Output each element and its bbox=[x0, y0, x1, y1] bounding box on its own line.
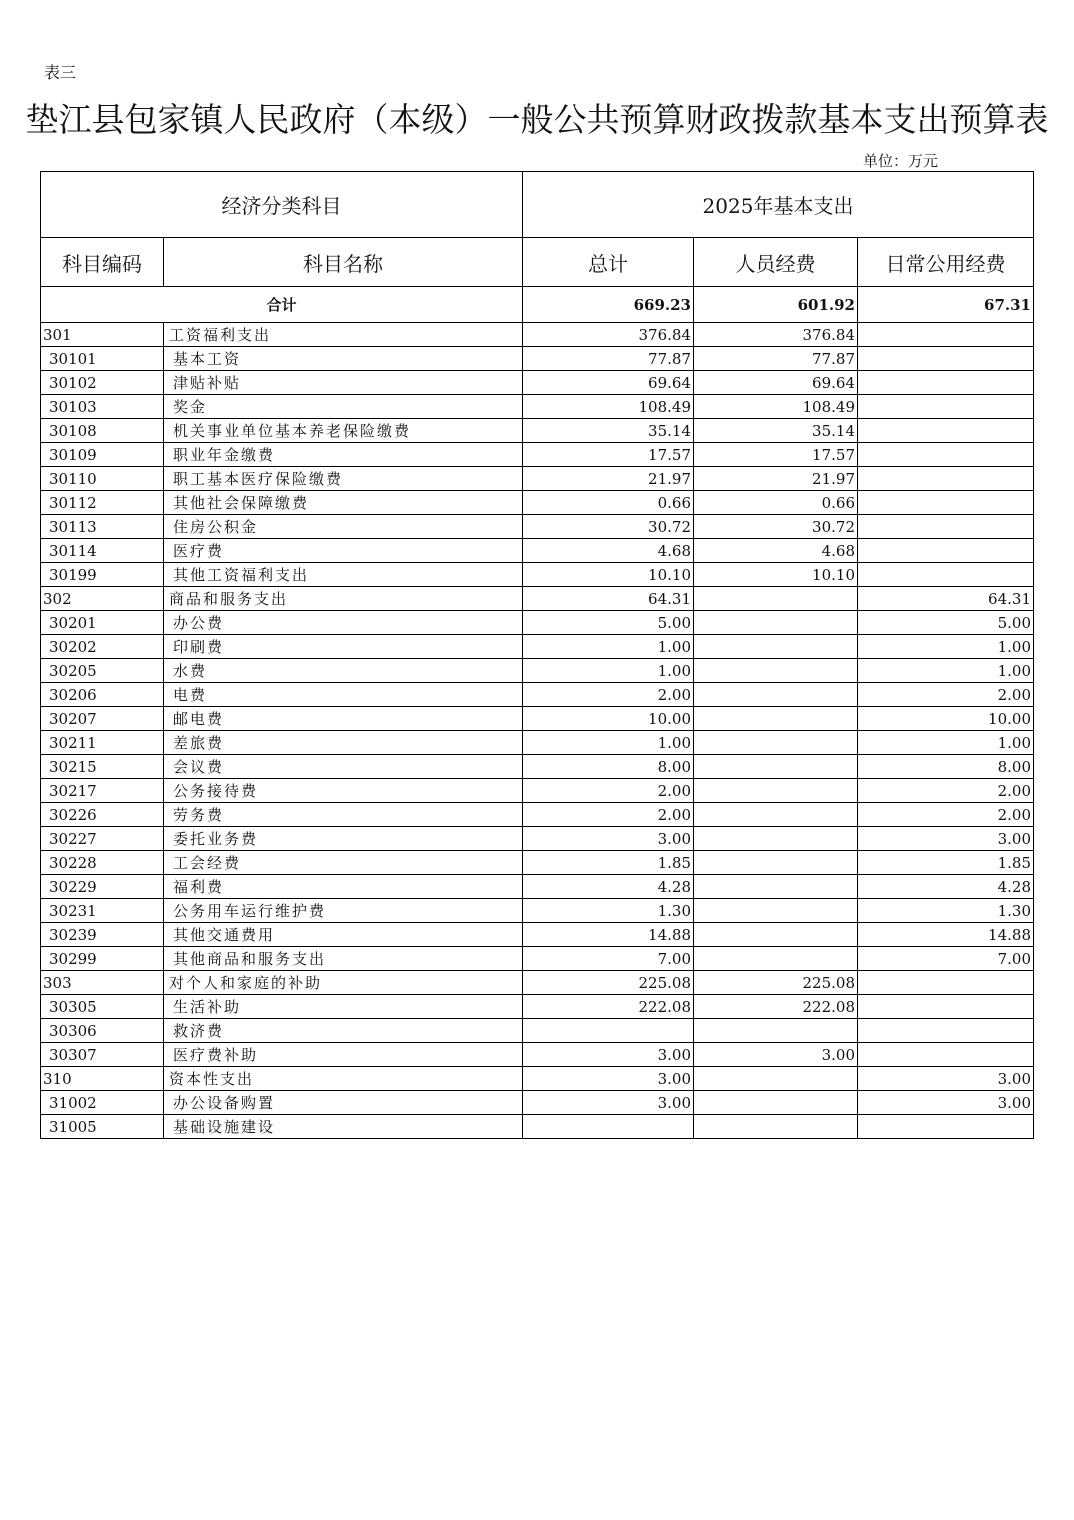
row-total: 77.87 bbox=[523, 347, 694, 371]
row-personnel bbox=[694, 1091, 858, 1115]
row-name: 委托业务费 bbox=[164, 827, 523, 851]
row-total: 2.00 bbox=[523, 803, 694, 827]
row-total: 69.64 bbox=[523, 371, 694, 395]
row-total: 3.00 bbox=[523, 1091, 694, 1115]
row-public bbox=[858, 347, 1034, 371]
row-total bbox=[523, 1019, 694, 1043]
row-total bbox=[523, 1115, 694, 1139]
row-total: 1.30 bbox=[523, 899, 694, 923]
row-code: 30110 bbox=[41, 467, 164, 491]
column-header-total: 总计 bbox=[523, 238, 694, 287]
row-personnel: 30.72 bbox=[694, 515, 858, 539]
table-row bbox=[41, 467, 1034, 491]
row-name: 职工基本医疗保险缴费 bbox=[164, 467, 523, 491]
row-personnel: 0.66 bbox=[694, 491, 858, 515]
table-row bbox=[41, 683, 1034, 707]
row-code: 30211 bbox=[41, 731, 164, 755]
row-public bbox=[858, 515, 1034, 539]
row-name: 职业年金缴费 bbox=[164, 443, 523, 467]
row-name: 邮电费 bbox=[164, 707, 523, 731]
row-code: 30228 bbox=[41, 851, 164, 875]
table-tag: 表三 bbox=[44, 63, 77, 82]
row-total: 2.00 bbox=[523, 683, 694, 707]
row-public: 10.00 bbox=[858, 707, 1034, 731]
column-header-public: 日常公用经费 bbox=[858, 238, 1034, 287]
table-row bbox=[41, 755, 1034, 779]
table-row bbox=[41, 539, 1034, 563]
row-total: 5.00 bbox=[523, 611, 694, 635]
row-personnel bbox=[694, 1019, 858, 1043]
row-total: 2.00 bbox=[523, 779, 694, 803]
row-public bbox=[858, 995, 1034, 1019]
row-code: 30227 bbox=[41, 827, 164, 851]
table-row bbox=[41, 443, 1034, 467]
row-name: 其他商品和服务支出 bbox=[164, 947, 523, 971]
table-row bbox=[41, 491, 1034, 515]
row-personnel: 225.08 bbox=[694, 971, 858, 995]
row-public bbox=[858, 419, 1034, 443]
column-header-name: 科目名称 bbox=[164, 238, 523, 287]
row-total: 4.28 bbox=[523, 875, 694, 899]
row-code: 30102 bbox=[41, 371, 164, 395]
row-name: 工会经费 bbox=[164, 851, 523, 875]
total-total: 669.23 bbox=[523, 287, 694, 323]
row-total: 10.00 bbox=[523, 707, 694, 731]
table-row bbox=[41, 779, 1034, 803]
row-code: 30206 bbox=[41, 683, 164, 707]
row-personnel bbox=[694, 875, 858, 899]
row-name: 水费 bbox=[164, 659, 523, 683]
row-public: 8.00 bbox=[858, 755, 1034, 779]
row-total: 376.84 bbox=[523, 323, 694, 347]
row-public: 2.00 bbox=[858, 803, 1034, 827]
row-code: 303 bbox=[41, 971, 164, 995]
row-personnel bbox=[694, 659, 858, 683]
row-code: 30226 bbox=[41, 803, 164, 827]
row-public: 4.28 bbox=[858, 875, 1034, 899]
row-personnel: 10.10 bbox=[694, 563, 858, 587]
unit-label: 单位：万元 bbox=[863, 152, 939, 170]
page-title: 垫江县包家镇人民政府（本级）一般公共预算财政拨款基本支出预算表 bbox=[25, 100, 1049, 139]
row-code: 30307 bbox=[41, 1043, 164, 1067]
table-row bbox=[41, 995, 1034, 1019]
row-personnel: 35.14 bbox=[694, 419, 858, 443]
row-personnel: 108.49 bbox=[694, 395, 858, 419]
row-name: 生活补助 bbox=[164, 995, 523, 1019]
row-name: 福利费 bbox=[164, 875, 523, 899]
table-row bbox=[41, 923, 1034, 947]
row-total: 30.72 bbox=[523, 515, 694, 539]
table-row bbox=[41, 947, 1034, 971]
row-personnel bbox=[694, 899, 858, 923]
row-total: 108.49 bbox=[523, 395, 694, 419]
row-code: 30215 bbox=[41, 755, 164, 779]
row-name: 对个人和家庭的补助 bbox=[164, 971, 523, 995]
table-row bbox=[41, 563, 1034, 587]
row-public: 64.31 bbox=[858, 587, 1034, 611]
row-personnel bbox=[694, 803, 858, 827]
row-name: 奖金 bbox=[164, 395, 523, 419]
table-row bbox=[41, 611, 1034, 635]
row-name: 商品和服务支出 bbox=[164, 587, 523, 611]
row-total: 1.85 bbox=[523, 851, 694, 875]
row-public: 1.00 bbox=[858, 659, 1034, 683]
table-row bbox=[41, 395, 1034, 419]
row-total: 1.00 bbox=[523, 731, 694, 755]
row-public: 1.30 bbox=[858, 899, 1034, 923]
row-personnel bbox=[694, 1115, 858, 1139]
budget-table bbox=[40, 171, 1034, 1139]
row-total: 3.00 bbox=[523, 1043, 694, 1067]
row-personnel: 376.84 bbox=[694, 323, 858, 347]
row-public bbox=[858, 563, 1034, 587]
row-name: 工资福利支出 bbox=[164, 323, 523, 347]
row-personnel: 17.57 bbox=[694, 443, 858, 467]
table-row bbox=[41, 1067, 1034, 1091]
row-code: 302 bbox=[41, 587, 164, 611]
row-public bbox=[858, 443, 1034, 467]
row-name: 机关事业单位基本养老保险缴费 bbox=[164, 419, 523, 443]
row-public bbox=[858, 539, 1034, 563]
row-code: 30239 bbox=[41, 923, 164, 947]
table-row bbox=[41, 635, 1034, 659]
row-name: 其他交通费用 bbox=[164, 923, 523, 947]
table-row bbox=[41, 731, 1034, 755]
row-code: 30205 bbox=[41, 659, 164, 683]
row-name: 医疗费补助 bbox=[164, 1043, 523, 1067]
row-public: 3.00 bbox=[858, 827, 1034, 851]
row-name: 医疗费 bbox=[164, 539, 523, 563]
row-code: 30113 bbox=[41, 515, 164, 539]
row-public: 3.00 bbox=[858, 1067, 1034, 1091]
row-name: 其他工资福利支出 bbox=[164, 563, 523, 587]
table-row bbox=[41, 419, 1034, 443]
column-header-code: 科目编码 bbox=[41, 238, 164, 287]
row-total: 1.00 bbox=[523, 659, 694, 683]
row-public: 2.00 bbox=[858, 779, 1034, 803]
total-row bbox=[41, 287, 1034, 323]
row-name: 差旅费 bbox=[164, 731, 523, 755]
table-row bbox=[41, 1091, 1034, 1115]
row-total: 222.08 bbox=[523, 995, 694, 1019]
table-row bbox=[41, 803, 1034, 827]
row-public: 14.88 bbox=[858, 923, 1034, 947]
table-row bbox=[41, 1115, 1034, 1139]
row-code: 301 bbox=[41, 323, 164, 347]
row-total: 4.68 bbox=[523, 539, 694, 563]
table-row bbox=[41, 587, 1034, 611]
row-personnel: 21.97 bbox=[694, 467, 858, 491]
row-code: 30114 bbox=[41, 539, 164, 563]
table-row bbox=[41, 1019, 1034, 1043]
table-row bbox=[41, 347, 1034, 371]
row-personnel bbox=[694, 587, 858, 611]
row-public: 1.00 bbox=[858, 635, 1034, 659]
row-code: 31005 bbox=[41, 1115, 164, 1139]
row-total: 1.00 bbox=[523, 635, 694, 659]
table-row bbox=[41, 707, 1034, 731]
total-label: 合计 bbox=[41, 287, 523, 323]
row-code: 310 bbox=[41, 1067, 164, 1091]
table-row bbox=[41, 323, 1034, 347]
row-public bbox=[858, 323, 1034, 347]
row-personnel bbox=[694, 611, 858, 635]
row-public: 1.00 bbox=[858, 731, 1034, 755]
row-personnel: 77.87 bbox=[694, 347, 858, 371]
row-personnel bbox=[694, 947, 858, 971]
table-row bbox=[41, 851, 1034, 875]
row-name: 住房公积金 bbox=[164, 515, 523, 539]
row-total: 10.10 bbox=[523, 563, 694, 587]
header-column-row bbox=[41, 238, 1034, 287]
table-row bbox=[41, 971, 1034, 995]
row-code: 30231 bbox=[41, 899, 164, 923]
header-group-left: 经济分类科目 bbox=[41, 172, 523, 238]
table-row bbox=[41, 899, 1034, 923]
row-personnel bbox=[694, 707, 858, 731]
row-code: 30202 bbox=[41, 635, 164, 659]
row-personnel: 69.64 bbox=[694, 371, 858, 395]
row-total: 14.88 bbox=[523, 923, 694, 947]
row-code: 30207 bbox=[41, 707, 164, 731]
table-row bbox=[41, 371, 1034, 395]
row-name: 救济费 bbox=[164, 1019, 523, 1043]
row-total: 3.00 bbox=[523, 1067, 694, 1091]
row-public bbox=[858, 395, 1034, 419]
row-name: 基础设施建设 bbox=[164, 1115, 523, 1139]
row-code: 30109 bbox=[41, 443, 164, 467]
row-code: 30299 bbox=[41, 947, 164, 971]
row-code: 30229 bbox=[41, 875, 164, 899]
row-personnel: 4.68 bbox=[694, 539, 858, 563]
row-total: 64.31 bbox=[523, 587, 694, 611]
row-personnel bbox=[694, 923, 858, 947]
row-code: 30199 bbox=[41, 563, 164, 587]
row-total: 7.00 bbox=[523, 947, 694, 971]
row-total: 8.00 bbox=[523, 755, 694, 779]
header-group-right: 2025年基本支出 bbox=[523, 172, 1034, 238]
row-personnel: 222.08 bbox=[694, 995, 858, 1019]
row-personnel bbox=[694, 851, 858, 875]
row-personnel: 3.00 bbox=[694, 1043, 858, 1067]
row-total: 17.57 bbox=[523, 443, 694, 467]
row-code: 30305 bbox=[41, 995, 164, 1019]
row-code: 30306 bbox=[41, 1019, 164, 1043]
row-public: 5.00 bbox=[858, 611, 1034, 635]
row-total: 35.14 bbox=[523, 419, 694, 443]
row-name: 其他社会保障缴费 bbox=[164, 491, 523, 515]
row-public bbox=[858, 371, 1034, 395]
row-name: 资本性支出 bbox=[164, 1067, 523, 1091]
row-total: 21.97 bbox=[523, 467, 694, 491]
table-row bbox=[41, 875, 1034, 899]
row-total: 225.08 bbox=[523, 971, 694, 995]
row-public bbox=[858, 467, 1034, 491]
row-name: 办公设备购置 bbox=[164, 1091, 523, 1115]
total-personnel: 601.92 bbox=[694, 287, 858, 323]
row-personnel bbox=[694, 635, 858, 659]
table-row bbox=[41, 659, 1034, 683]
row-code: 30201 bbox=[41, 611, 164, 635]
row-name: 基本工资 bbox=[164, 347, 523, 371]
row-personnel bbox=[694, 683, 858, 707]
row-name: 劳务费 bbox=[164, 803, 523, 827]
column-header-personnel: 人员经费 bbox=[694, 238, 858, 287]
row-name: 办公费 bbox=[164, 611, 523, 635]
row-code: 30108 bbox=[41, 419, 164, 443]
row-name: 电费 bbox=[164, 683, 523, 707]
header-group-row bbox=[41, 172, 1034, 238]
row-code: 30103 bbox=[41, 395, 164, 419]
row-name: 公务接待费 bbox=[164, 779, 523, 803]
row-public: 7.00 bbox=[858, 947, 1034, 971]
row-public bbox=[858, 1115, 1034, 1139]
row-public: 3.00 bbox=[858, 1091, 1034, 1115]
table-row bbox=[41, 515, 1034, 539]
row-personnel bbox=[694, 1067, 858, 1091]
row-name: 公务用车运行维护费 bbox=[164, 899, 523, 923]
row-public: 2.00 bbox=[858, 683, 1034, 707]
row-public bbox=[858, 971, 1034, 995]
total-public: 67.31 bbox=[858, 287, 1034, 323]
row-code: 30112 bbox=[41, 491, 164, 515]
row-personnel bbox=[694, 731, 858, 755]
row-public bbox=[858, 1043, 1034, 1067]
table-row bbox=[41, 827, 1034, 851]
row-public: 1.85 bbox=[858, 851, 1034, 875]
row-code: 30217 bbox=[41, 779, 164, 803]
row-name: 津贴补贴 bbox=[164, 371, 523, 395]
row-code: 30101 bbox=[41, 347, 164, 371]
table-row bbox=[41, 1043, 1034, 1067]
row-personnel bbox=[694, 827, 858, 851]
row-total: 3.00 bbox=[523, 827, 694, 851]
row-total: 0.66 bbox=[523, 491, 694, 515]
row-personnel bbox=[694, 755, 858, 779]
row-name: 会议费 bbox=[164, 755, 523, 779]
row-name: 印刷费 bbox=[164, 635, 523, 659]
row-code: 31002 bbox=[41, 1091, 164, 1115]
row-public bbox=[858, 1019, 1034, 1043]
row-public bbox=[858, 491, 1034, 515]
row-personnel bbox=[694, 779, 858, 803]
